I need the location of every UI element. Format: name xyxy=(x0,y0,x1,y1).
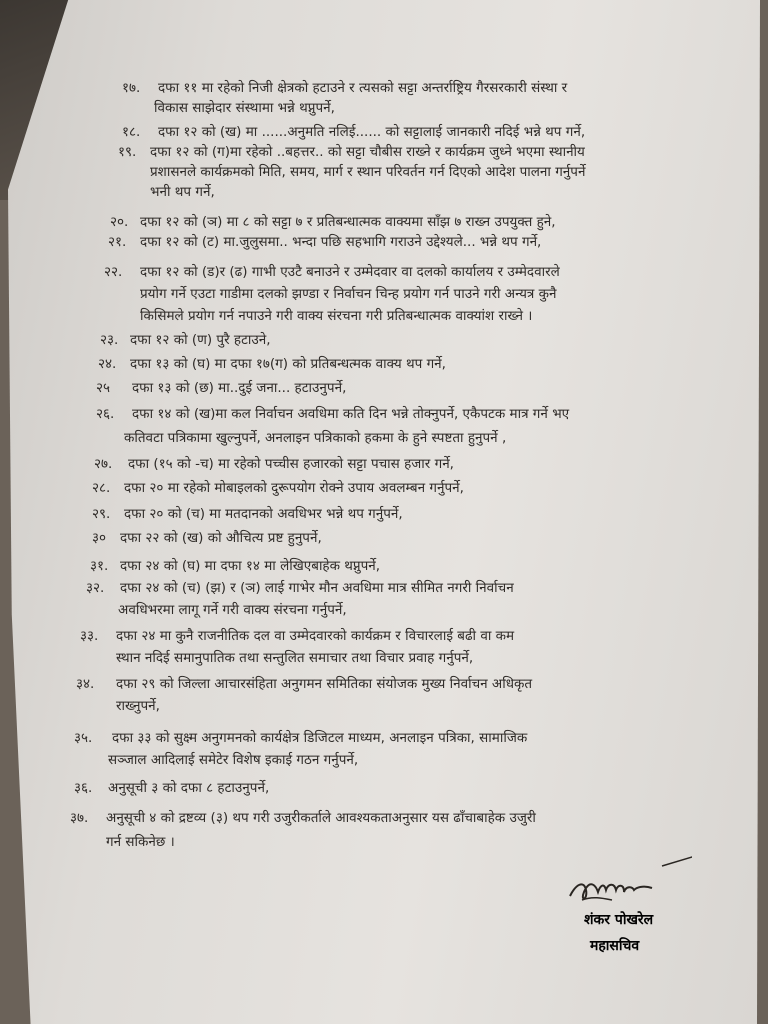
item-number: २८. xyxy=(92,480,111,496)
item-text-line: दफा ११ मा रहेको निजी क्षेत्रको हटाउने र त्यसको सट्टा अन्तर्राष्ट्रिय गैरसरकारी संस्था र xyxy=(158,80,568,96)
item-number: ३३. xyxy=(80,628,99,644)
item-text-line: दफा (१५ को -च) मा रहेको पच्चीस हजारको सट्टा पचास हजार गर्ने, xyxy=(128,456,454,472)
item-number: १७. xyxy=(122,80,141,96)
item-text-line: विकास साझेदार संस्थामा भन्ने थप्नुपर्ने, xyxy=(154,100,335,116)
item-number: ३५. xyxy=(74,730,93,746)
item-text-line: किसिमले प्रयोग गर्न नपाउने गरी वाक्य संरचना गरी प्रतिबन्धात्मक वाक्यांश राख्ने । xyxy=(140,308,533,324)
item-text-line: दफा २४ मा कुनै राजनीतिक दल वा उम्मेदवारको कार्यक्रम र विचारलाई बढी वा कम xyxy=(116,628,515,644)
item-text-line: राख्नुपर्ने, xyxy=(116,698,160,714)
item-text-line: स्थान नदिई समानुपातिक तथा सन्तुलित समाचार तथा विचार प्रवाह गर्नुपर्ने, xyxy=(116,650,474,666)
item-text-line: गर्न सकिनेछ । xyxy=(106,834,175,850)
item-number: २४. xyxy=(98,356,117,372)
item-text-line: दफा २४ को (घ) मा दफा १४ मा लेखिएबाहेक थप्नुपर्ने, xyxy=(120,558,381,574)
item-text-line: प्रयोग गर्ने एउटा गाडीमा दलको झण्डा र निर्वाचन चिन्ह प्रयोग गर्न पाउने गरी अन्यत्र कुनै xyxy=(140,286,557,302)
item-text-line: अनुसूची ३ को दफा ८ हटाउनुपर्ने, xyxy=(108,780,270,796)
item-text-line: दफा २९ को जिल्ला आचारसंहिता अनुगमन समितिका संयोजक मुख्य निर्वाचन अधिकृत xyxy=(116,676,533,692)
item-text-line: दफा १२ को (ट) मा.जुलुसमा.. भन्दा पछि सहभागि गराउने उद्देश्यले... भन्ने थप गर्ने, xyxy=(140,234,542,250)
item-number: २९. xyxy=(92,506,111,522)
item-text-line: प्रशासनले कार्यक्रमको मिति, समय, मार्ग र स्थान परिवर्तन गर्न दिएको आदेश पालना गर्नुपर्ने xyxy=(150,164,586,180)
item-text-line: दफा १२ को (ड)र (ढ) गाभी एउटै बनाउने र उम्मेदवार वा दलको कार्यालय र उम्मेदवारले xyxy=(140,264,560,280)
item-number: ३२. xyxy=(86,580,105,596)
item-text-line: दफा १४ को (ख)मा कल निर्वाचन अवधिमा कति दिन भन्ने तोक्नुपर्ने, एकैपटक मात्र गर्ने भए xyxy=(132,406,570,422)
item-number: ३० xyxy=(92,530,107,546)
item-text-line: कतिवटा पत्रिकामा खुल्नुपर्ने, अनलाइन पत्रिकाको हकमा के हुने स्पष्टता हुनुपर्ने , xyxy=(124,430,507,446)
item-text-line: दफा १३ को (घ) मा दफा १७(ग) को प्रतिबन्धत्मक वाक्य थप गर्ने, xyxy=(130,356,446,372)
item-number: २५ xyxy=(96,380,111,396)
item-number: २२. xyxy=(104,264,123,280)
item-number: २१. xyxy=(108,234,127,250)
item-text-line: दफा २४ को (च) (झ) र (ञ) लाई गाभेर मौन अवधिमा मात्र सीमित नगरी निर्वाचन xyxy=(120,580,514,596)
item-text-line: दफा २२ को (ख) को औचित्य प्रष्ट हुनुपर्ने, xyxy=(120,530,322,546)
handwritten-signature xyxy=(562,856,692,916)
item-text-line: सञ्जाल आदिलाई समेटेर विशेष इकाई गठन गर्नुपर्ने, xyxy=(108,752,359,768)
item-text-line: अवधिभरमा लागू गर्ने गरी वाक्य संरचना गर्नुपर्ने, xyxy=(118,602,347,618)
item-text-line: दफा १२ को (ख) मा ......अनुमति नलिई...... को सट्टालाई जानकारी नदिई भन्ने थप गर्ने, xyxy=(158,124,586,140)
item-text-line: दफा १२ को (ग)मा रहेको ..बहत्तर.. को सट्टा चौबीस राख्ने र कार्यक्रम जुध्ने भएमा स्थानीय xyxy=(150,144,585,160)
signatory-name: शंकर पोखरेल xyxy=(584,912,654,928)
item-number: ३४. xyxy=(76,676,95,692)
item-number: ३१. xyxy=(90,558,109,574)
item-text-line: भनी थप गर्ने, xyxy=(150,184,215,200)
item-text-line: दफा २० को (च) मा मतदानको अवधिभर भन्ने थप गर्नुपर्ने, xyxy=(124,506,403,522)
signature-block xyxy=(562,856,692,966)
item-number: ३७. xyxy=(70,810,89,826)
item-text-line: दफा ३३ को सुक्ष्म अनुगमनको कार्यक्षेत्र डिजिटल माध्यम, अनलाइन पत्रिका, सामाजिक xyxy=(112,730,528,746)
item-number: २७. xyxy=(94,456,113,472)
item-text-line: दफा १२ को (ण) पुरै हटाउने, xyxy=(130,332,271,348)
item-number: १८. xyxy=(122,124,141,140)
item-number: २३. xyxy=(100,332,119,348)
item-text-line: दफा १२ को (ञ) मा ८ को सट्टा ७ र प्रतिबन्धात्मक वाक्यमा साँझ ७ राख्न उपयुक्त हुने, xyxy=(140,214,556,230)
item-number: २६. xyxy=(96,406,115,422)
signatory-title: महासचिव xyxy=(590,938,640,954)
item-text-line: दफा २० मा रहेको मोबाइलको दुरूपयोग रोक्ने उपाय अवलम्बन गर्नुपर्ने, xyxy=(124,480,464,496)
item-number: २०. xyxy=(110,214,129,230)
item-text-line: अनुसूची ४ को द्रष्टव्य (३) थप गरी उजुरीकर्ताले आवश्यकताअनुसार यस ढाँचाबाहेक उजुरी xyxy=(106,810,536,826)
item-number: ३६. xyxy=(74,780,93,796)
item-text-line: दफा १३ को (छ) मा..दुई जना... हटाउनुपर्ने, xyxy=(132,380,347,396)
item-number: १९. xyxy=(118,144,137,160)
